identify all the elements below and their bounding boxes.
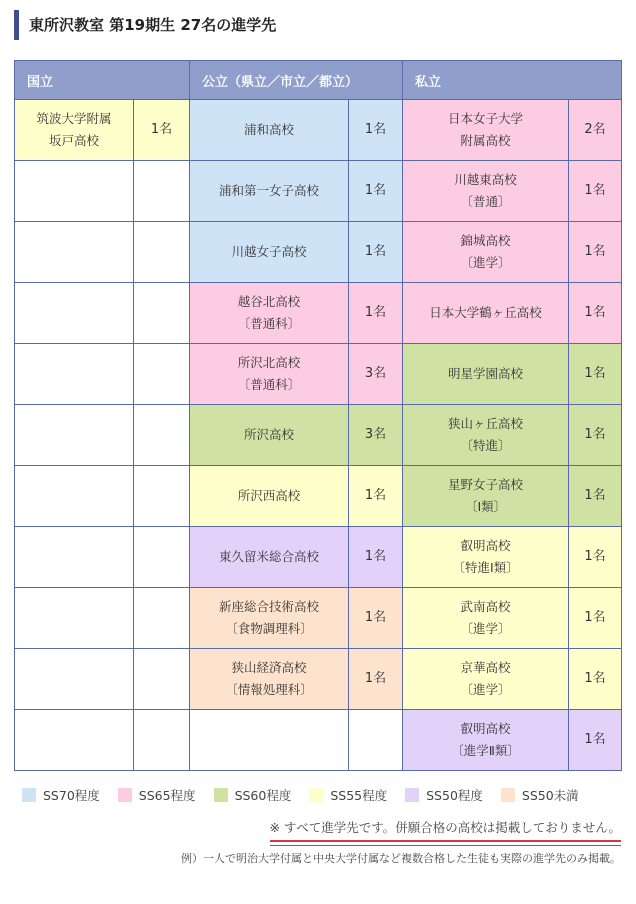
legend-item [501,786,579,804]
school-name-line: 〔特進Ⅰ類〕 [452,560,519,575]
public-student-count: 1名 [349,649,403,710]
note-example: 例）一人で明治大学付属と中央大学付属など複数合格した生徒も実際の進学先のみ掲載。 [181,852,621,865]
legend-label: SS70程度 [43,788,100,803]
private-student-count: 1名 [569,405,622,466]
private-student-count: 1名 [569,466,622,527]
legend-item [405,786,483,804]
national-empty-cell [134,161,190,222]
table-body [15,100,622,771]
school-name-line: 叡明高校 [460,538,511,553]
school-name-line: 浦和高校 [244,122,295,137]
school-name-line: 〔進学〕 [460,255,511,270]
public-empty-cell [190,710,349,771]
school-name-line: 〔Ⅰ類〕 [464,499,507,514]
school-name-line: 〔食物調理科〕 [225,621,313,636]
private-student-count: 1名 [569,649,622,710]
private-school-name [403,100,569,161]
legend-swatch [214,788,228,802]
legend-label: SS65程度 [138,788,196,803]
legend-item [214,786,292,804]
school-name-line: 浦和第一女子高校 [219,183,320,198]
public-student-count: 1名 [349,588,403,649]
school-name-line: 〔進学〕 [460,682,511,697]
private-school-name [403,222,569,283]
private-school-name [403,710,569,771]
public-school-name [190,283,349,344]
private-student-count: 1名 [569,710,622,771]
legend-swatch [22,788,36,802]
legend-item [309,786,387,804]
legend-item [118,786,196,804]
school-name-line: 所沢西高校 [237,488,301,503]
public-student-count: 1名 [349,222,403,283]
legend-label: SS50未満 [521,788,579,803]
public-student-count: 1名 [349,161,403,222]
school-name-line: 新座総合技術高校 [219,599,320,614]
national-empty-cell [15,588,134,649]
school-name-line: 越谷北高校 [237,294,301,309]
legend-swatch [309,788,323,802]
ss-legend [22,786,597,804]
national-empty-cell [15,222,134,283]
national-empty-cell [134,466,190,527]
school-name-line: 所沢北高校 [237,355,301,370]
school-name-line: 狭山経済高校 [231,660,307,675]
results-table [14,60,622,771]
school-name-line: 〔進学Ⅱ類〕 [451,743,520,758]
school-name-line: 叡明高校 [460,721,511,736]
national-empty-cell [15,466,134,527]
national-empty-cell [134,283,190,344]
public-student-count: 1名 [349,466,403,527]
private-school-name [403,649,569,710]
legend-swatch [118,788,132,802]
national-empty-cell [134,222,190,283]
public-empty-cell [349,710,403,771]
national-school-name [15,100,134,161]
school-name-line: 坂戸高校 [48,133,99,148]
table-row [15,283,622,344]
table-row [15,222,622,283]
public-school-name [190,161,349,222]
table-row [15,100,622,161]
public-student-count: 1名 [349,283,403,344]
national-empty-cell [134,588,190,649]
table-row [15,344,622,405]
legend-swatch [501,788,515,802]
school-name-line: 〔普通科〕 [237,316,301,331]
school-name-line: 附属高校 [460,133,511,148]
public-student-count: 1名 [349,100,403,161]
private-student-count: 1名 [569,222,622,283]
school-name-line: 川越東高校 [454,172,517,187]
private-student-count: 1名 [569,344,622,405]
public-student-count: 1名 [349,527,403,588]
school-name-line: 筑波大学附属 [36,111,112,126]
private-student-count: 1名 [569,283,622,344]
school-name-line: 東久留米総合高校 [219,549,320,564]
national-empty-cell [15,161,134,222]
national-empty-cell [134,405,190,466]
school-name-line: 日本大学鶴ヶ丘高校 [429,305,542,320]
school-name-line: 〔情報処理科〕 [225,682,313,697]
private-school-name [403,466,569,527]
public-school-name [190,527,349,588]
school-name-line: 〔普通科〕 [237,377,301,392]
header-public: 公立（県立／市立／都立） [190,61,403,100]
public-student-count: 3名 [349,405,403,466]
legend-label: SS55程度 [330,788,388,803]
public-school-name [190,405,349,466]
private-student-count: 1名 [569,161,622,222]
school-name-line: 川越女子高校 [231,244,307,259]
school-name-line: 狭山ヶ丘高校 [448,416,524,431]
table-header-row [15,61,622,100]
header-private: 私立 [403,61,622,100]
table-row [15,466,622,527]
school-name-line: 日本女子大学 [448,111,524,126]
school-name-line: 〔普通〕 [460,194,511,209]
private-school-name [403,344,569,405]
school-name-line: 京華高校 [460,660,511,675]
school-name-line: 明星学園高校 [448,366,524,381]
legend-label: SS50程度 [426,788,483,803]
national-empty-cell [134,649,190,710]
school-name-line: 〔進学〕 [460,621,511,636]
table-row [15,527,622,588]
public-school-name [190,466,349,527]
table-row [15,588,622,649]
private-student-count: 1名 [569,527,622,588]
legend-label: SS60程度 [234,788,292,803]
legend-swatch [405,788,419,802]
legend-item [22,786,100,804]
national-empty-cell [134,710,190,771]
school-name-line: 〔特進〕 [460,438,511,453]
private-school-name [403,283,569,344]
national-empty-cell [15,527,134,588]
table-row [15,710,622,771]
national-empty-cell [15,405,134,466]
table-row [15,161,622,222]
table-row [15,649,622,710]
school-name-line: 所沢高校 [244,427,295,442]
private-student-count: 2名 [569,100,622,161]
school-name-line: 武南高校 [460,599,511,614]
national-empty-cell [15,710,134,771]
note-all-enrollments: ※ すべて進学先です。併願合格の高校は掲載しておりません。 [270,818,621,842]
private-school-name [403,161,569,222]
page-title: 東所沢教室 第19期生 27名の進学先 [14,10,276,40]
national-empty-cell [134,527,190,588]
national-empty-cell [15,649,134,710]
private-school-name [403,588,569,649]
school-name-line: 錦城高校 [460,233,511,248]
national-student-count: 1名 [134,100,190,161]
public-school-name [190,222,349,283]
private-school-name [403,405,569,466]
private-school-name [403,527,569,588]
public-school-name [190,649,349,710]
national-empty-cell [15,344,134,405]
national-empty-cell [134,344,190,405]
table-row [15,405,622,466]
private-student-count: 1名 [569,588,622,649]
public-student-count: 3名 [349,344,403,405]
header-national: 国立 [15,61,190,100]
public-school-name [190,100,349,161]
public-school-name [190,588,349,649]
public-school-name [190,344,349,405]
national-empty-cell [15,283,134,344]
school-name-line: 星野女子高校 [448,477,524,492]
